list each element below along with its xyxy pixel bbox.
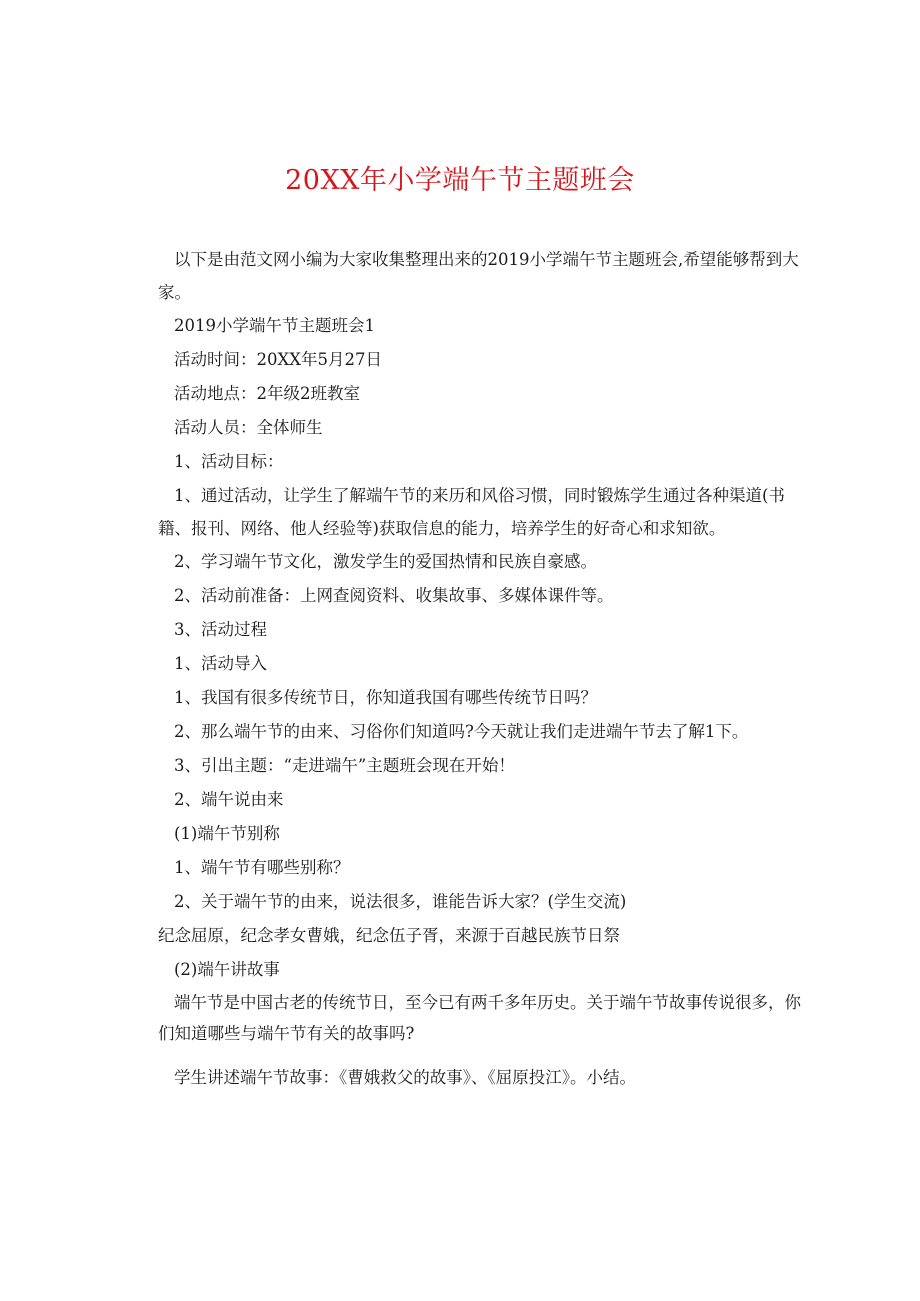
goals-heading: 1、活动目标：: [174, 452, 284, 471]
goal-item-2: 2、学习端午节文化，激发学生的爱国热情和民族自豪感。: [174, 552, 597, 571]
stories-heading: (2)端午讲故事: [174, 960, 280, 979]
intro-item-2: 2、那么端午节的由来、习俗你们知道吗?今天就让我们走进端午节去了解1下。: [174, 722, 749, 741]
document-body: [158, 243, 808, 1095]
activity-location: 活动地点：2年级2班教室: [174, 384, 360, 403]
origin-heading: 2、端午说由来: [174, 790, 284, 809]
aliases-item-2: 2、关于端午节的由来，说法很多，谁能告诉大家？(学生交流): [174, 892, 627, 911]
intro-paragraph: 以下是由范文网小编为大家收集整理出来的2019小学端午节主题班会,希望能够帮到大家。: [158, 250, 799, 302]
preparation: 2、活动前准备：上网查阅资料、收集故事、多媒体课件等。: [174, 586, 614, 605]
aliases-heading: (1)端午节别称: [174, 824, 280, 843]
intro-heading: 1、活动导入: [174, 654, 267, 673]
intro-item-1: 1、我国有很多传统节日，你知道我国有哪些传统节日吗？: [174, 688, 597, 707]
stories-paragraph: 端午节是中国古老的传统节日，至今已有两千多年历史。关于端午节故事传说很多，你们知道哪些与端午节有关的故事吗?: [158, 993, 801, 1043]
section-heading: 2019小学端午节主题班会1: [174, 316, 375, 335]
aliases-item-1: 1、端午节有哪些别称？: [174, 858, 350, 877]
goal-item-1: 1、通过活动，让学生了解端午节的来历和风俗习惯，同时锻炼学生通过各种渠道(书籍、报刊、网络、他人经验等)获取信息的能力，培养学生的好奇心和求知欲。: [158, 486, 785, 538]
activity-time: 活动时间：20XX年5月27日: [174, 350, 382, 369]
intro-item-3: 3、引出主题：“走进端午”主题班会现在开始！: [174, 756, 515, 775]
process-heading: 3、活动过程: [174, 620, 267, 639]
activity-participants: 活动人员：全体师生: [174, 418, 323, 437]
stories-summary: 学生讲述端午节故事：《曹娥救父的故事》、《屈原投江》。小结。: [174, 1068, 636, 1087]
origin-answers: 纪念屈原，纪念孝女曹娥，纪念伍子胥，来源于百越民族节日祭: [158, 926, 620, 945]
document-title: 20XX年小学端午节主题班会: [285, 165, 635, 196]
